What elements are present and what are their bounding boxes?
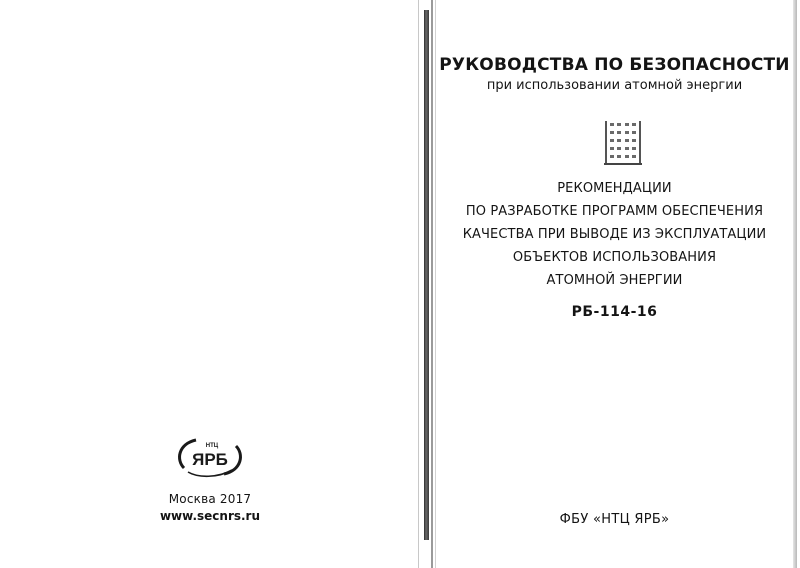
series-title: РУКОВОДСТВА ПО БЕЗОПАСНОСТИ (439, 55, 790, 75)
spine-inner-line (431, 0, 433, 568)
document-title-line: АТОМНОЙ ЭНЕРГИИ (546, 273, 683, 288)
series-subtitle: при использовании атомной энергии (486, 78, 743, 93)
document-title-line: РЕКОМЕНДАЦИИ (557, 181, 672, 196)
front-cover-page (436, 0, 793, 568)
logo-main-text: ЯРБ (192, 450, 228, 469)
document-title (436, 177, 793, 292)
spine-edge-line (418, 0, 419, 568)
city-year: Москва 2017 (168, 492, 252, 506)
document-title-line: КАЧЕСТВА ПРИ ВЫВОДЕ ИЗ ЭКСПЛУАТАЦИИ (462, 227, 767, 242)
ntc-yarb-logo-icon (174, 434, 246, 480)
building-emblem-icon (604, 119, 642, 167)
website-link[interactable]: www.secnrs.ru (159, 509, 261, 523)
document-title-line: ОБЪЕКТОВ ИСПОЛЬЗОВАНИЯ (512, 250, 717, 265)
logo-top-text: НТЦ (205, 443, 219, 449)
document-title-line: ПО РАЗРАБОТКЕ ПРОГРАММ ОБЕСПЕЧЕНИЯ (465, 204, 764, 219)
page-edge-shadow (793, 0, 797, 568)
book-spine (424, 10, 429, 540)
publisher: ФБУ «НТЦ ЯРБ» (559, 512, 670, 527)
document-code: РБ-114-16 (571, 304, 658, 320)
